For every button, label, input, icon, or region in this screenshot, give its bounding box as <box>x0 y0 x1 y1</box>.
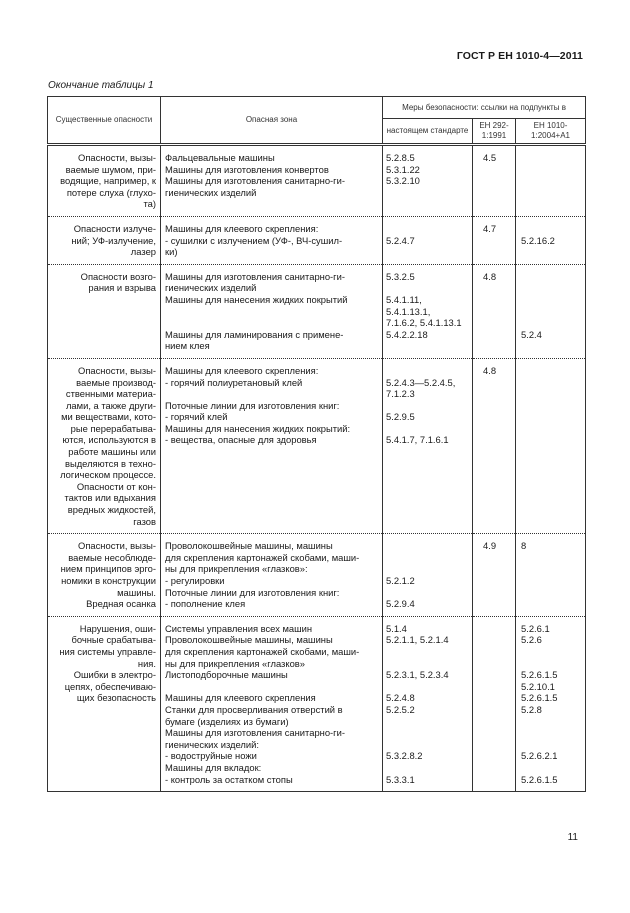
cell-line: Поточные линии для изготовления книг: <box>165 399 340 411</box>
cell-line: Вредная осанка <box>86 598 156 610</box>
cell-line: Машины для изготовления конвертов <box>165 163 329 175</box>
cell-line: ваемые шумом, при- <box>65 163 156 175</box>
cell-line: 5.2.6.1 <box>521 622 550 634</box>
cell-line <box>383 658 472 670</box>
cell-line: 5.2.10.1 <box>521 680 555 692</box>
cell-line: ния. <box>137 657 156 669</box>
cell-line <box>516 317 585 329</box>
cell-line: Опасности, вызы- <box>78 364 156 376</box>
cell-line: Системы управления всех машин <box>165 622 313 634</box>
cell-line <box>161 317 382 329</box>
reference-cell <box>383 616 473 791</box>
cell-line: Машины для нанесения жидких покрытий: <box>165 422 351 434</box>
cell-line: Опасности, вызы- <box>78 540 156 552</box>
en1010-cell <box>516 534 586 617</box>
zone-cell <box>161 534 383 617</box>
cell-line: 5.2.4.7 <box>386 234 415 246</box>
cell-line: водящие, например, к <box>60 175 156 187</box>
cell-line: - вещества, опасные для здоровья <box>165 434 317 446</box>
cell-line: 8 <box>521 540 527 552</box>
cell-line <box>516 306 585 318</box>
cell-line: ны для прикрепления «глазков»: <box>165 563 308 575</box>
cell-line: работе машины или <box>68 446 156 458</box>
cell-line: ми веществами, кото- <box>61 411 156 423</box>
cell-line <box>383 727 472 739</box>
cell-line: - горячий полиуретановый клей <box>165 376 303 388</box>
hazard-cell <box>48 358 161 533</box>
cell-line: Машины для клеевого скрепления: <box>165 222 319 234</box>
cell-line: 5.2.8 <box>521 703 542 715</box>
hazard-cell <box>48 616 161 791</box>
cell-line: 5.2.6 <box>521 634 542 646</box>
en1010-cell <box>516 145 586 217</box>
cell-line: рания и взрыва <box>88 282 156 294</box>
cell-line: 7.1.2.3 <box>386 388 415 400</box>
zone-cell <box>161 358 383 533</box>
cell-line: 5.3.2.5 <box>386 270 415 282</box>
en292-cell <box>473 145 516 217</box>
hazard-cell <box>48 534 161 617</box>
cell-line: 5.2.4.8 <box>386 692 415 704</box>
cell-line: Фальцевальные машины <box>165 152 275 163</box>
cell-line: 5.3.1.22 <box>386 163 420 175</box>
en292-cell <box>473 216 516 264</box>
cell-line: 4.9 <box>483 540 497 552</box>
cell-line: Машины для нанесения жидких покрытий <box>165 293 348 305</box>
cell-line: 4.8 <box>483 364 497 376</box>
cell-line: машины. <box>117 586 156 598</box>
cell-line <box>516 727 585 739</box>
table-row <box>48 358 586 533</box>
en292-cell <box>473 358 516 533</box>
cell-line <box>383 282 472 294</box>
cell-line: 4.5 <box>483 152 497 163</box>
cell-line <box>383 223 472 235</box>
cell-line: ны для прикрепления «глазков» <box>165 657 305 669</box>
cell-line: 7.1.6.2, 5.4.1.13.1 <box>386 317 462 329</box>
cell-line: выделяются в техно- <box>64 457 156 469</box>
cell-line: для скрепления картонажей скобами, маши- <box>165 645 360 657</box>
cell-line: бумаге (изделиях из бумаги) <box>165 715 289 727</box>
cell-line: Опасности, вызы- <box>78 152 156 163</box>
cell-line <box>516 658 585 670</box>
cell-line: Машины для вкладок: <box>165 761 262 773</box>
cell-line: 5.2.8.5 <box>386 152 415 163</box>
cell-line: 5.2.6.1.5 <box>521 669 558 681</box>
zone-cell <box>161 616 383 791</box>
cell-line: Опасности излуче- <box>73 222 156 234</box>
cell-line <box>383 563 472 575</box>
cell-line <box>516 646 585 658</box>
cell-line: ются, используются в <box>62 434 156 446</box>
reference-cell <box>383 145 473 217</box>
cell-line: гиенических изделий: <box>165 738 259 750</box>
en1010-cell <box>516 616 586 791</box>
zone-cell <box>161 264 383 358</box>
cell-line: Машины для клеевого скрепления <box>165 692 316 704</box>
cell-line: тактов или вдыхания <box>64 492 156 504</box>
cell-line: 5.4.1.13.1, <box>386 305 431 317</box>
en292-cell <box>473 616 516 791</box>
cell-line: щих безопасность <box>76 692 156 704</box>
cell-line: 5.2.4.3—5.2.4.5, <box>386 376 456 388</box>
en1010-cell <box>516 358 586 533</box>
cell-line <box>383 762 472 774</box>
cell-line <box>516 271 585 283</box>
cell-line: 5.3.3.1 <box>386 773 415 785</box>
page-number: 11 <box>567 832 578 843</box>
cell-line: 5.3.2.10 <box>386 175 420 187</box>
reference-cell <box>383 358 473 533</box>
cell-line: - водоструйные ножи <box>165 750 257 762</box>
cell-line: для скрепления картонажей скобами, маши- <box>165 551 360 563</box>
cell-line: Машины для изготовления санитарно-ги- <box>165 727 345 739</box>
cell-line: 5.3.2.8.2 <box>386 750 423 762</box>
document-code: ГОСТ Р ЕН 1010-4—2011 <box>456 50 583 62</box>
table-row <box>48 264 586 358</box>
table-caption: Окончание таблицы 1 <box>48 80 154 91</box>
cell-line: бочные срабатыва- <box>71 634 156 646</box>
cell-line: та) <box>143 198 156 210</box>
cell-line: Проволокошвейные машины, машины <box>165 634 333 646</box>
en292-cell <box>473 264 516 358</box>
header-en292: ЕН 292-1:1991 <box>473 119 516 145</box>
cell-line: 5.2.6.2.1 <box>521 750 558 762</box>
cell-line: Поточные линии для изготовления книг: <box>165 586 340 598</box>
cell-line: гиенических изделий <box>165 186 257 198</box>
cell-line: Машины для ламинирования с примене- <box>165 328 344 340</box>
cell-line: гиенических изделий <box>165 282 257 294</box>
cell-line: нием клея <box>165 340 210 352</box>
cell-line: Ошибки в электро- <box>73 669 156 681</box>
cell-line <box>516 762 585 774</box>
en1010-cell <box>516 216 586 264</box>
cell-line: лазер <box>130 246 156 258</box>
cell-line <box>383 646 472 658</box>
cell-line: 5.2.9.4 <box>386 598 415 610</box>
cell-line: ки) <box>165 246 178 258</box>
cell-line: - пополнение клея <box>165 598 246 610</box>
safety-table <box>47 96 586 792</box>
table-row <box>48 616 586 791</box>
cell-line: - регулировки <box>165 575 225 586</box>
cell-line: газов <box>133 515 156 527</box>
cell-line: цепях, обеспечиваю- <box>64 680 156 692</box>
cell-line <box>516 223 585 235</box>
cell-line: 5.2.6.1.5 <box>521 692 558 704</box>
cell-line: нием принципов эрго- <box>60 563 156 575</box>
cell-line: вредных жидкостей, <box>67 504 156 516</box>
table-row <box>48 216 586 264</box>
header-en1010: ЕН 1010-1:2004+А1 <box>516 119 586 145</box>
hazard-cell <box>48 264 161 358</box>
cell-line: ваемые производ- <box>76 376 156 388</box>
cell-line: рые перерабатыва- <box>70 422 156 434</box>
cell-line: 5.2.5.2 <box>386 703 415 715</box>
cell-line: номики в конструкции <box>61 575 156 586</box>
cell-line <box>383 552 472 564</box>
cell-line: 4.7 <box>483 222 497 234</box>
header-measures: Меры безопасности: ссылки на подпункты в <box>383 97 586 119</box>
cell-line <box>383 540 472 552</box>
cell-line: - сушилки с излучением (УФ-, ВЧ-сушил- <box>165 234 343 246</box>
cell-line: 5.2.9.5 <box>386 411 415 423</box>
header-hazards: Существенные опасности <box>48 97 161 145</box>
cell-line: - контроль за остатком стопы <box>165 773 293 785</box>
cell-line: 5.4.1.11, <box>386 293 422 305</box>
zone-cell <box>161 145 383 217</box>
cell-line <box>383 716 472 728</box>
cell-line: 4.8 <box>483 270 497 282</box>
cell-line: 5.2.3.1, 5.2.3.4 <box>386 669 449 681</box>
cell-line: 5.2.6.1.5 <box>521 773 558 785</box>
cell-line: Опасности возго- <box>80 270 156 282</box>
cell-line <box>383 681 472 693</box>
en292-cell <box>473 534 516 617</box>
reference-cell <box>383 264 473 358</box>
table-row <box>48 145 586 217</box>
cell-line: - горячий клей <box>165 411 228 423</box>
cell-line: 5.2.4 <box>521 328 542 340</box>
cell-line: 5.4.1.7, 7.1.6.1 <box>386 434 449 446</box>
reference-cell <box>383 534 473 617</box>
cell-line: Машины для изготовления санитарно-ги- <box>165 175 345 187</box>
en1010-cell <box>516 264 586 358</box>
cell-line: лами, а также други- <box>65 399 156 411</box>
cell-line <box>383 400 472 412</box>
reference-cell <box>383 216 473 264</box>
cell-line: 5.1.4 <box>386 622 407 634</box>
cell-line: Опасности от кон- <box>76 480 156 492</box>
hazard-cell <box>48 145 161 217</box>
cell-line: 5.4.2.2.18 <box>386 328 428 340</box>
cell-line <box>516 294 585 306</box>
cell-line: Машины для изготовления санитарно-ги- <box>165 270 345 282</box>
cell-line <box>161 388 382 400</box>
header-this-standard: настоящем стандарте <box>383 119 473 145</box>
cell-line <box>383 739 472 751</box>
table-row <box>48 534 586 617</box>
cell-line <box>161 306 382 318</box>
cell-line: 5.2.1.2 <box>386 575 415 586</box>
cell-line: логическом процессе. <box>60 469 156 481</box>
cell-line: ния системы управле- <box>59 645 156 657</box>
cell-line: Нарушения, оши- <box>79 622 156 634</box>
cell-line: 5.2.1.1, 5.2.1.4 <box>386 634 449 646</box>
cell-line: ственными материа- <box>65 388 156 400</box>
cell-line: потере слуха (глухо- <box>66 186 156 198</box>
cell-line <box>161 681 382 693</box>
cell-line: 5.2.16.2 <box>521 234 555 246</box>
zone-cell <box>161 216 383 264</box>
hazard-cell <box>48 216 161 264</box>
cell-line: ний; УФ-излучение, <box>71 234 156 246</box>
cell-line: ваемые несоблюде- <box>68 551 156 563</box>
cell-line <box>383 587 472 599</box>
cell-line <box>516 716 585 728</box>
cell-line: Проволокошвейные машины, машины <box>165 540 333 552</box>
cell-line: Листоподборочные машины <box>165 669 288 681</box>
cell-line <box>516 739 585 751</box>
header-zone: Опасная зона <box>161 97 383 145</box>
cell-line <box>516 282 585 294</box>
cell-line <box>383 423 472 435</box>
cell-line: Машины для клеевого скрепления: <box>165 364 319 376</box>
cell-line: Станки для просверливания отверстий в <box>165 703 343 715</box>
cell-line <box>383 365 472 377</box>
